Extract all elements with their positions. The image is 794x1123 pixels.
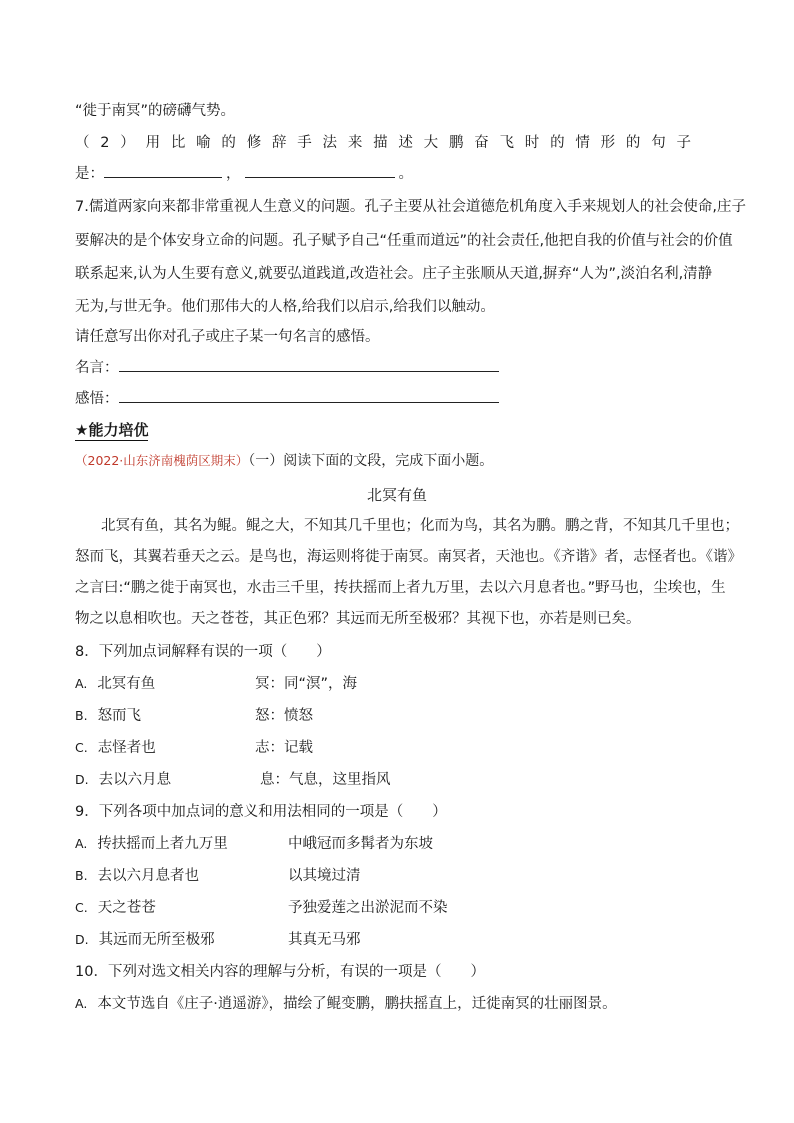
q7-prompt: 请任意写出你对孔子或庄子某一句名言的感悟。	[75, 329, 380, 345]
answer-blank-1[interactable]	[104, 163, 222, 178]
q6-char: 句	[651, 135, 666, 151]
q6-continuation: “徙于南冥”的磅礴气势。	[75, 103, 236, 119]
q6-char: 情	[575, 135, 590, 151]
option-text: 去以六月息者也	[97, 868, 200, 884]
option-label: A.	[75, 996, 88, 1011]
q6-char: 形	[600, 135, 616, 151]
answer-blank-2[interactable]	[245, 163, 395, 178]
section-title-text: ★能力培优	[75, 421, 149, 439]
option-label: A.	[75, 836, 88, 851]
q6-char: 用	[145, 135, 161, 151]
passage-title: 北冥有鱼	[366, 486, 427, 504]
q10-option-a[interactable]	[75, 994, 617, 1014]
q6-char: 修	[246, 135, 262, 151]
reading-instruction: （一）阅读下面的文段，完成下面小题。	[248, 453, 494, 469]
end-mark: 。	[398, 166, 413, 182]
q6-char: 飞	[499, 135, 515, 151]
q10-stem: 10．下列对选文相关内容的理解与分析，有误的一项是（ ）	[75, 964, 485, 980]
q6-char: 的	[221, 135, 236, 151]
quote-blank[interactable]	[119, 357, 499, 372]
q7-line-4: 无为,与世无争。他们那伟大的人格,给我们以启示,给我们以触动。	[75, 299, 495, 315]
q8-gloss-a: 冥：同“溟”，海	[255, 676, 358, 692]
insight-label: 感悟：	[75, 391, 119, 407]
passage-line-3: 之言曰:“鹏之徙于南冥也，水击三千里，抟扶摇而上者九万里，去以六月息者也。”野马也，尘埃也，生	[75, 580, 726, 596]
q9-compare-a: 中峨冠而多髯者为东坡	[288, 836, 433, 852]
q8-stem: 8．下列加点词解释有误的一项（ ）	[75, 644, 331, 660]
q6-char: 的	[625, 135, 641, 151]
option-text: 天之苍苍	[97, 900, 156, 916]
q9-stem: 9．下列各项中加点词的意义和用法相同的一项是（ ）	[75, 804, 447, 820]
q6-char: 来	[347, 135, 363, 151]
option-label: C.	[75, 900, 88, 915]
separator: ，	[226, 166, 241, 182]
q8-gloss-c: 志：记载	[255, 740, 313, 756]
q7-line-2: 要解决的是个体安身立命的问题。孔子赋予自己“任重而道远”的社会责任,他把自我的价值与社会的价值	[75, 233, 733, 249]
passage-line-1: 北冥有鱼，其名为鲲。鲲之大，不知其几千里也；化而为鸟，其名为鹏。鹏之背，不知其几千里也；	[101, 518, 739, 534]
q9-option-a[interactable]	[75, 834, 228, 854]
q9-option-d[interactable]	[75, 930, 215, 950]
q9-option-b[interactable]	[75, 866, 199, 886]
q8-option-d[interactable]	[75, 770, 171, 790]
q9-compare-d: 其真无马邪	[288, 932, 361, 948]
passage-line-4: 物之以息相吹也。天之苍苍，其正色邪？其远而无所至极邪？其视下也，亦若是则已矣。	[75, 611, 641, 627]
option-text: 本文节选自《庄子·逍遥游》，描绘了鲲变鹏，鹏扶摇直上，迁徙南冥的壮丽图景。	[97, 996, 617, 1012]
q8-option-a[interactable]	[75, 674, 155, 694]
source-line	[75, 451, 493, 471]
q8-option-b[interactable]	[75, 706, 141, 726]
q6-char: 鹏	[448, 135, 464, 151]
source-tag: （2022·山东济南槐荫区期末）	[75, 453, 249, 468]
q6-char: 大	[423, 135, 439, 151]
section-title	[75, 420, 148, 440]
q6-char: ）	[120, 135, 135, 151]
answer-label: 是：	[75, 166, 104, 182]
option-label: B.	[75, 708, 88, 723]
option-label: B.	[75, 868, 88, 883]
q8-gloss-b: 怒：愤怒	[255, 708, 313, 724]
q6-char: 辞	[271, 135, 287, 151]
quote-line	[75, 357, 499, 378]
q6-char: （	[75, 135, 90, 151]
q6-char: 时	[524, 135, 540, 151]
option-text: 志怪者也	[97, 740, 156, 756]
q6-char: 法	[322, 135, 338, 151]
q6-char: 奋	[474, 135, 489, 151]
q7-line-3: 联系起来,认为人生要有意义,就要弘道践道,改造社会。庄子主张顺从天道,摒弃“人为”,淡泊名利,清静	[75, 266, 713, 282]
q7-line-1: 7.儒道两家向来都非常重视人生意义的问题。孔子主要从社会道德危机角度入手来规划人的社会使命,庄子	[75, 199, 746, 215]
option-text: 北冥有鱼	[97, 676, 156, 692]
q6-char: 的	[550, 135, 565, 151]
option-text: 其远而无所至极邪	[98, 932, 215, 948]
q6-char: 比	[170, 135, 186, 151]
insight-blank[interactable]	[119, 388, 499, 403]
q9-compare-c: 予独爱莲之出淤泥而不染	[288, 900, 448, 916]
q6-char: 描	[373, 135, 388, 151]
q6-answer-line	[75, 163, 413, 184]
q9-option-c[interactable]	[75, 898, 156, 918]
option-label: A.	[75, 676, 88, 691]
q9-compare-b: 以其境过清	[288, 868, 361, 884]
option-text: 怒而飞	[97, 708, 142, 724]
q6-char: 述	[398, 135, 413, 151]
q6-char: 子	[676, 135, 691, 151]
q6-char: 手	[297, 135, 312, 151]
q6-char: 喻	[196, 135, 211, 151]
option-label: D.	[75, 772, 89, 787]
quote-label: 名言：	[75, 360, 119, 376]
insight-line	[75, 388, 499, 409]
option-label: D.	[75, 932, 89, 947]
passage-line-2: 怒而飞，其翼若垂天之云。是鸟也，海运则将徙于南冥。南冥者，天池也。《齐谐》者，志怪者也。《谐》	[75, 549, 742, 565]
option-label: C.	[75, 740, 88, 755]
option-text: 去以六月息	[98, 772, 172, 788]
q6-part2-line	[75, 133, 691, 153]
q6-char: 2	[100, 135, 110, 151]
option-text: 抟扶摇而上者九万里	[97, 836, 228, 852]
q8-option-c[interactable]	[75, 738, 156, 758]
q8-gloss-d: 息：气息，这里指风	[260, 772, 391, 788]
